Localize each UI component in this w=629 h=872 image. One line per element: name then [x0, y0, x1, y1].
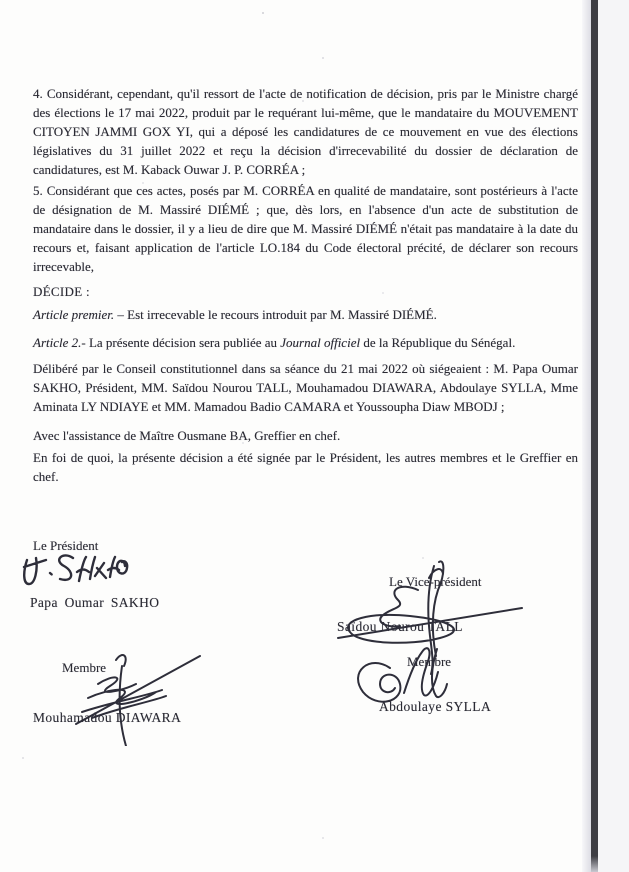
article-premier-text: – Est irrecevable le recours introduit par M. Massiré DIÉMÉ. — [114, 307, 437, 322]
member-left-name: Mouhamadou DIAWARA — [33, 710, 182, 725]
vice-president-role-label: Le Vice-président — [389, 574, 482, 589]
page-edge-shadow — [582, 0, 591, 872]
article-2 — [33, 333, 578, 352]
member-right-name: Abdoulaye SYLLA — [379, 699, 492, 714]
article-2-label: Article 2.- — [33, 335, 86, 350]
scan-noise — [262, 12, 264, 14]
scan-border-stripe — [591, 0, 598, 856]
journal-officiel-reference: Journal officiel — [280, 335, 361, 350]
paragraph-considerant-4: 4. Considérant, cependant, qu'il ressort de l'acte de notification de décision, pris par le Ministre chargé des élections le 17 mai 2022, produit par le requérant lui-même, que le mandataire du MOUVEMENT CITOYEN JAMMI GOX YI, qui a déposé les candidatures de ce mouvement en vue des élections législatives du 31 juillet 2022 et reçu la décision d'irrecevabilité du dossier de déclaration de candidatures, est M. Kaback Ouwar J. P. CORRÉA ; — [33, 86, 578, 177]
diawara-signature-icon — [58, 646, 208, 746]
article-2-text-after: de la République du Sénégal. — [360, 335, 516, 350]
document-body — [33, 84, 578, 486]
article-premier-label: Article premier. — [33, 307, 115, 322]
attestation-paragraph: En foi de quoi, la présente décision a été signée par le Président, les autres membres et le Greffier en chef. — [33, 450, 578, 484]
article-2-text-before: La présente décision sera publiée au — [85, 335, 281, 350]
member-left-role-label: Membre — [62, 660, 107, 675]
decide-heading: DÉCIDE : — [33, 284, 90, 299]
member-right-role-label: Membre — [407, 654, 452, 669]
scan-border-stripe-fade — [591, 856, 598, 872]
article-premier — [33, 305, 578, 324]
deliberation-paragraph: Délibéré par le Conseil constitutionnel dans sa séance du 21 mai 2022 où siégeaient : M. Papa Oumar SAKHO, Président, MM. Saïdou Nourou TALL, Mouhamadou DIAWARA, Abdoulaye SYLLA, Mme Aminata LY NDIAYE et MM. Mamadou Badio CAMARA et Youssoupha Diaw MBODJ ; — [33, 361, 578, 414]
assistance-line: Avec l'assistance de Maître Ousmane BA, Greffier en chef. — [33, 428, 341, 443]
president-name: Papa Oumar SAKHO — [30, 595, 160, 610]
vice-president-name: Saïdou Nourou TALL — [337, 619, 463, 634]
paragraph-considerant-5: 5. Considérant que ces actes, posés par M. CORRÉA en qualité de mandataire, sont postérieurs à l'acte de désignation de M. Massiré DIÉMÉ ; que, dès lors, en l'absence d'un acte de substitution de mandataire dans le dossier, il y a lieu de dire que M. Massiré DIÉMÉ n'était pas mandataire à la date du recours et, faisant application de l'article LO.184 du Code électoral précité, de déclarer son recours irrecevable, — [33, 183, 578, 274]
president-signature-icon — [20, 548, 138, 598]
president-role-label: Le Président — [33, 538, 99, 553]
